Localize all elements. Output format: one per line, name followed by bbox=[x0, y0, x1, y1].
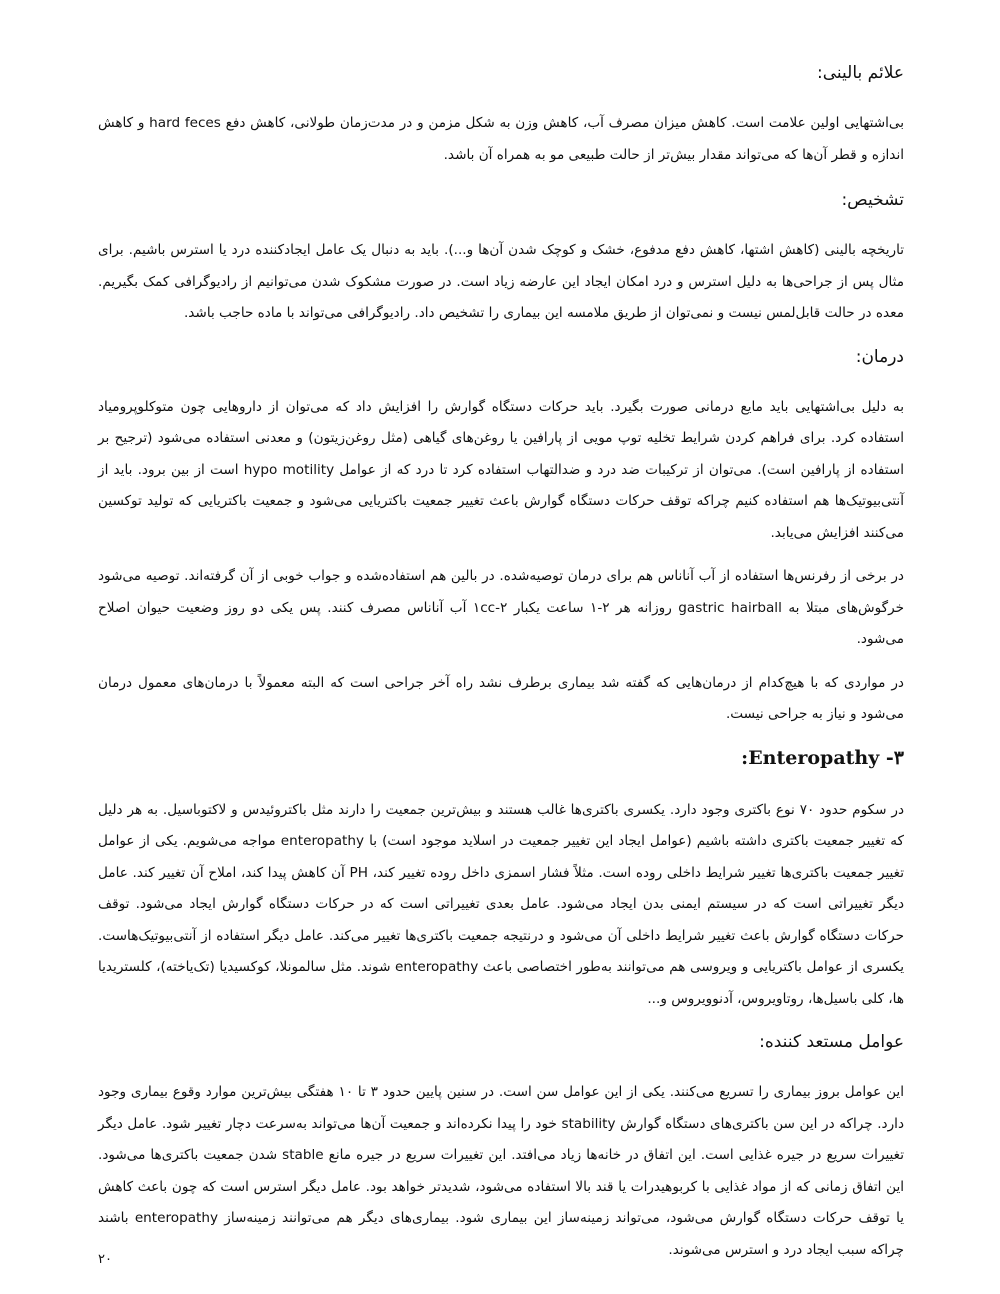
diagnosis-paragraph: تاریخچه بالینی (کاهش اشتها، کاهش دفع مدفوع، خشک و کوچک شدن آن‌ها و...). باید به دنبال یک عامل ایجادکننده درد یا استرس باشیم. برای مثال پس از جراحی‌ها به دلیل استرس و درد امکان ایجاد این عارضه زیاد است. در صورت مشکوک شدن می‌توانیم از رادیوگرافی کمک بگیریم. معده در حالت قابل‌لمس نیست و نمی‌توان از طریق ملامسه این بیماری را تشخیص داد. رادیوگرافی می‌تواند با ماده حاجب باشد. bbox=[98, 242, 904, 321]
predisposing-factors-heading: عوامل مستعد کننده: bbox=[759, 1032, 904, 1052]
page-number: ۲۰ bbox=[98, 1252, 112, 1267]
treatment-paragraph-1: به دلیل بی‌اشتهایی باید مایع درمانی صورت بگیرد. باید حرکات دستگاه گوارش را افزایش داد که می‌توان از داروهایی چون متوکلوپرومیاد استفاده کرد. برای فراهم کردن شرایط تخلیه توپ مویی از پارافین یا روغن‌های گیاهی (مثل روغن‌زیتون) و معدنی استفاده می‌شود (ترجیح بر استفاده از پارافین است). می‌توان از ترکیبات ضد درد و ضدالتهاب استفاده کرد تا درد که از عوامل hypo motility است از بین برود. باید از آنتی‌بیوتیک‌ها هم استفاده کنیم چراکه توقف حرکات دستگاه گوارش باعث تغییر جمعیت باکتریایی می‌شود و جمعیت باکتریایی که تولید توکسین می‌کنند افزایش می‌یابد. bbox=[98, 398, 904, 541]
treatment-paragraph-2: در برخی از رفرنس‌ها استفاده از آب آناناس هم برای درمان توصیه‌شده. در بالین هم استفاده‌شده و جواب خوبی از آن گرفته‌اند. توصیه می‌شود خرگوش‌های مبتلا به gastric hairball روزانه هر ۲-۱ ساعت یکبار ۱cc-۲ آب آناناس مصرف کنند. پس یکی دو روز وضعیت حیوان اصلاح می‌شود. bbox=[98, 568, 905, 647]
diagnosis-heading: تشخیص: bbox=[841, 190, 904, 210]
predisposing-factors-paragraph: این عوامل بروز بیماری را تسریع می‌کنند. یکی از این عوامل سن است. در سنین پایین حدود ۳ تا ۱۰ هفتگی بیش‌ترین موارد وقوع بیماری وجود دارد. چراکه در این سن باکتری‌های دستگاه گوارش stability خود را پیدا نکرده‌اند و جمعیت آن‌ها می‌تواند به‌سرعت دچار تغییر شود. عامل دیگر تغییرات سریع در جیره غذایی است. این اتفاق در خانه‌ها زیاد می‌افتد. این تغییرات سریع در جیره مانع stable شدن جمعیت باکتری‌ها می‌شود. این اتفاق زمانی که از مواد غذایی با کربوهیدرات یا قند بالا استفاده می‌شود، شدیدتر خواهد بود. عامل دیگر استرس است که چون باعث کاهش یا توقف حرکات دستگاه گوارش می‌شود، می‌تواند زمینه‌ساز این بیماری شود. بیماری‌های دیگر هم می‌توانند زمینه‌ساز enteropathy باشند چراکه سبب ایجاد درد و استرس می‌شوند. bbox=[98, 1084, 905, 1258]
treatment-heading: درمان: bbox=[855, 346, 904, 367]
enteropathy-section-title: ۳- Enteropathy: bbox=[741, 746, 904, 769]
enteropathy-paragraph: در سکوم حدود ۷۰ نوع باکتری وجود دارد. یکسری باکتری‌ها غالب هستند و بیش‌ترین جمعیت را دارند مثل باکتروئیدس و لاکتوباسیل. به هر دلیل که تغییر جمعیت باکتری داشته باشیم (عوامل ایجاد این تغییر جمعیت در اسلاید موجود است) با enteropathy مواجه می‌شویم. یکی از عوامل تغییر جمعیت باکتری‌ها تغییر شرایط داخلی روده است. مثلاً فشار اسمزی داخل روده تغییر کند، PH آن کاهش پیدا کند، املاح آن تغییر کند. عامل دیگر تغییراتی است که در سیستم ایمنی بدن ایجاد می‌شود. عامل بعدی تغییراتی است که در حرکات دستگاه گوارش ایجاد می‌شود. توقف حرکات دستگاه گوارش باعث تغییر شرایط داخلی آن می‌شود و درنتیجه جمعیت باکتری‌ها تغییر می‌کند. عامل دیگر استفاده از آنتی‌بیوتیک‌هاست. یکسری از عوامل باکتریایی و ویروسی هم می‌توانند به‌طور اختصاصی باعث enteropathy شوند. مثل سالمونلا، کوکسیدیا (تک‌یاخته)، کلستریدیا ها، کلی باسیل‌ها، روتاویروس، آدنوویروس و... bbox=[98, 801, 905, 1007]
treatment-paragraph-3: در مواردی که با هیچ‌کدام از درمان‌هایی که گفته شد بیماری برطرف نشد راه آخر جراحی است که البته معمولاً با درمان‌های معمول درمان می‌شود و نیاز به جراحی نیست. bbox=[98, 674, 904, 722]
clinical-signs-heading: علائم بالینی: bbox=[817, 63, 904, 83]
document-page bbox=[98, 58, 904, 1278]
clinical-signs-paragraph: بی‌اشتهایی اولین علامت است. کاهش میزان مصرف آب، کاهش وزن به شکل مزمن و در مدت‌زمان طولانی، کاهش دفع hard feces و کاهش اندازه و قطر آن‌ها که می‌تواند مقدار بیش‌تر از حالت طبیعی مو به همراه آن باشد. bbox=[98, 115, 904, 163]
